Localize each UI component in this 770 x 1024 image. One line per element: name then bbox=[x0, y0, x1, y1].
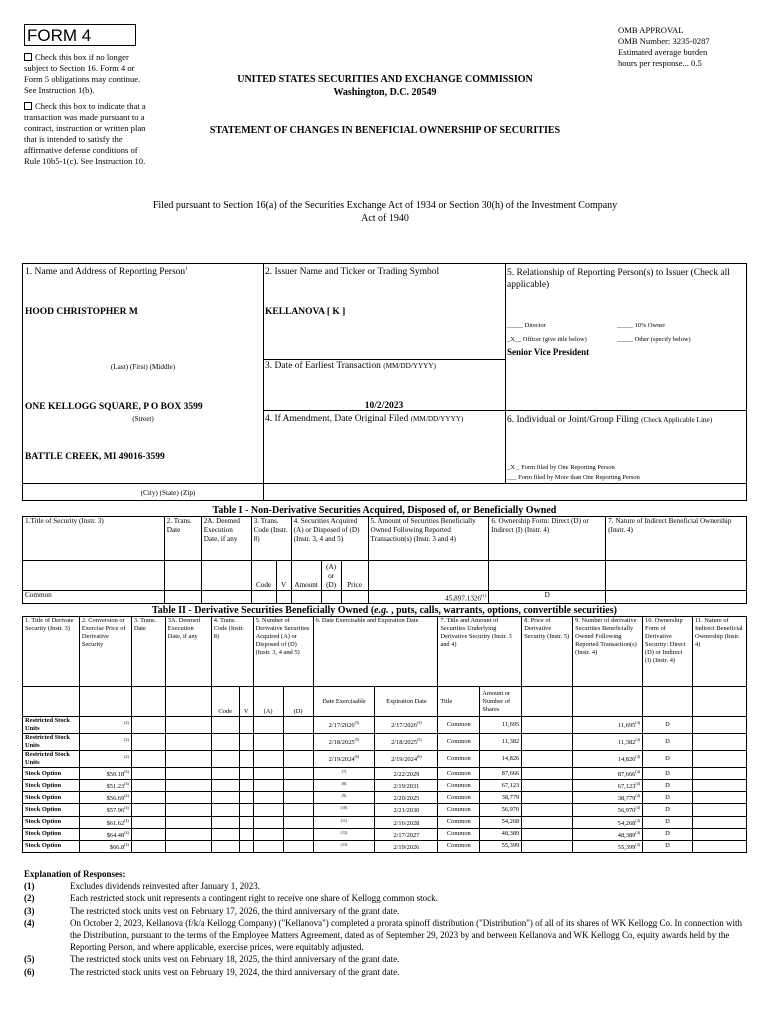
table-row bbox=[23, 751, 747, 768]
footnote bbox=[24, 953, 748, 965]
t2-row-amount: 11,695 bbox=[480, 717, 522, 734]
t2-sub-title: Title bbox=[438, 687, 480, 717]
officer-option[interactable]: _X__ Officer (give title below) bbox=[507, 336, 587, 343]
t1-header-code: 3. Trans. Code (Instr. 8) bbox=[251, 517, 291, 561]
checkbox-section16-label: Check this box if no longer subject to Section 16. Form 4 or Form 5 obligations may continue. See Instruction 1(b). bbox=[24, 52, 141, 95]
footnote-text: The restricted stock units vest on February 17, 2026, the third anniversary of the grant date. bbox=[70, 905, 400, 916]
t1-header-acquired: 4. Securities Acquired (A) or Disposed of (D) (Instr. 3, 4 and 5) bbox=[291, 517, 368, 561]
box6-label: 6. Individual or Joint/Group Filing (Check Applicable Line) bbox=[507, 415, 713, 425]
t2-row-price: (2) bbox=[79, 751, 131, 768]
t2-row-owned: 11,382$^{(4)}$ bbox=[573, 734, 643, 751]
t2-row-form: D bbox=[643, 780, 693, 792]
t2-row-title: Restricted Stock Units bbox=[23, 734, 80, 751]
t1-header-nature: 7. Nature of Indirect Beneficial Ownership (Instr. 4) bbox=[606, 517, 747, 561]
table-row bbox=[23, 717, 747, 734]
t2-row-amount: 38,779 bbox=[480, 792, 522, 804]
t2-row-form: D bbox=[643, 768, 693, 780]
t2-row-price: (2) bbox=[79, 734, 131, 751]
agency-header bbox=[170, 73, 600, 99]
t2-row-amount: 14,826 bbox=[480, 751, 522, 768]
t2-row-underlying: Common bbox=[438, 804, 480, 816]
t2-row-amount: 87,666 bbox=[480, 768, 522, 780]
omb-approval: OMB APPROVAL OMB Number: 3235-0287 Estimated average burden hours per response... 0.5 bbox=[618, 25, 710, 68]
t2-row-exercisable: (10) bbox=[313, 804, 375, 816]
t2-row-form: D bbox=[643, 804, 693, 816]
ten-pct-owner-option[interactable]: _____ 10% Owner bbox=[617, 322, 666, 329]
t2-row-owned: 87,666$^{(4)}$ bbox=[573, 768, 643, 780]
table1 bbox=[22, 516, 747, 604]
t2-row-owned: 38,779$^{(4)}$ bbox=[573, 792, 643, 804]
t2-row-title: Restricted Stock Units bbox=[23, 717, 80, 734]
t2-row-expiration: 2/20/2025 bbox=[375, 792, 438, 804]
t2-header-code: 4. Trans. Code (Instr. 8) bbox=[211, 617, 253, 687]
table-row bbox=[23, 792, 747, 804]
t2-sub-d: (D) bbox=[283, 687, 313, 717]
footnote-number: (2) bbox=[24, 893, 35, 904]
other-option[interactable]: _____ Other (specify below) bbox=[617, 336, 691, 343]
t1-sub-amount: Amount bbox=[291, 561, 321, 591]
table-row bbox=[23, 768, 747, 780]
t2-row-expiration: 2/21/2030 bbox=[375, 804, 438, 816]
t2-row-underlying: Common bbox=[438, 780, 480, 792]
issuer-name: KELLANOVA [ K ] bbox=[265, 307, 346, 317]
t2-row-expiration: 2/17/2026$^{(3)}$ bbox=[375, 717, 438, 734]
footnote-text: The restricted stock units vest on February 18, 2025, the third anniversary of the grant date. bbox=[70, 954, 400, 965]
t2-row-amount: 54,268 bbox=[480, 816, 522, 828]
footnote-number: (1) bbox=[24, 881, 35, 892]
t2-header-date: 3. Trans. Date bbox=[131, 617, 165, 687]
t2-row-exercisable: 2/17/2026$^{(3)}$ bbox=[313, 717, 375, 734]
t2-row-title: Stock Option bbox=[23, 804, 80, 816]
t2-row-form: D bbox=[643, 751, 693, 768]
checkbox-section16[interactable] bbox=[24, 52, 150, 96]
t2-row-exercisable: (11) bbox=[313, 816, 375, 828]
t2-row-expiration: 2/17/2027 bbox=[375, 828, 438, 840]
t2-row-exercisable: (8) bbox=[313, 780, 375, 792]
city-caption: (City) (State) (Zip) bbox=[140, 489, 196, 497]
filed-pursuant: Filed pursuant to Section 16(a) of the Securities Exchange Act of 1934 or Section 30(h) of the Investment Company Act of 1940 bbox=[152, 200, 618, 224]
t2-row-form: D bbox=[643, 840, 693, 852]
t2-sub-exercisable: Date Exercisable bbox=[313, 687, 375, 717]
t1-row-owned: 45,897.1326$^{(1)}$ bbox=[368, 591, 489, 604]
t2-row-exercisable: (12) bbox=[313, 828, 375, 840]
t2-row-title: Stock Option bbox=[23, 768, 80, 780]
t2-header-exercisable: 6. Date Exercisable and Expiration Date bbox=[313, 617, 438, 687]
t2-header-owned: 9. Number of derivative Securities Beneficially Owned Following Reported Transaction(s) (Instr. 4) bbox=[573, 617, 643, 687]
statement-title: STATEMENT OF CHANGES IN BENEFICIAL OWNERSHIP OF SECURITIES bbox=[209, 125, 561, 136]
t2-row-expiration: 2/19/2024$^{(6)}$ bbox=[375, 751, 438, 768]
t2-row-owned: 54,268$^{(4)}$ bbox=[573, 816, 643, 828]
t1-row-title: Common bbox=[23, 591, 165, 604]
t2-row-title: Stock Option bbox=[23, 828, 80, 840]
t2-row-exercisable: 2/18/2025$^{(5)}$ bbox=[313, 734, 375, 751]
footnote bbox=[24, 966, 748, 978]
table-row bbox=[23, 591, 747, 604]
street-caption: (Street) bbox=[132, 415, 154, 423]
footnote-text: Each restricted stock unit represents a contingent right to receive one share of Kellogg common stock. bbox=[70, 893, 438, 904]
box3-label: 3. Date of Earliest Transaction (MM/DD/YYYY) bbox=[265, 361, 436, 371]
footnote-number: (4) bbox=[24, 917, 35, 928]
t2-row-underlying: Common bbox=[438, 734, 480, 751]
t1-sub-price: Price bbox=[341, 561, 368, 591]
t2-row-price: $61.62$^{(4)}$ bbox=[79, 816, 131, 828]
footnote-number: (5) bbox=[24, 954, 35, 965]
t2-row-owned: 55,399$^{(4)}$ bbox=[573, 840, 643, 852]
table-row bbox=[23, 816, 747, 828]
t2-header-deemed: 3A. Deemed Execution Date, if any bbox=[165, 617, 211, 687]
t2-sub-amount: Amount or Number of Shares bbox=[480, 687, 522, 717]
t2-row-form: D bbox=[643, 792, 693, 804]
t2-row-price: $56.69$^{(4)}$ bbox=[79, 792, 131, 804]
t2-row-expiration: 2/19/2031 bbox=[375, 780, 438, 792]
reporting-person-grid bbox=[22, 263, 747, 501]
box4-label: 4. If Amendment, Date Original Filed (MM/DD/YYYY) bbox=[265, 414, 464, 424]
officer-title: Senior Vice President bbox=[507, 347, 590, 357]
t2-row-amount: 67,123 bbox=[480, 780, 522, 792]
t2-row-title: Restricted Stock Units bbox=[23, 751, 80, 768]
t2-row-amount: 55,399 bbox=[480, 840, 522, 852]
footnote-number: (3) bbox=[24, 905, 35, 916]
t1-header-deemed: 2A. Deemed Execution Date, if any bbox=[201, 517, 251, 561]
footnote bbox=[24, 905, 748, 917]
form-title: FORM 4 bbox=[24, 24, 136, 46]
t1-header-ownership: 6. Ownership Form: Direct (D) or Indirect (I) (Instr. 4) bbox=[489, 517, 606, 561]
box2-label: 2. Issuer Name and Ticker or Trading Symbol bbox=[265, 267, 440, 277]
checkbox-rule10b5-label: Check this box to indicate that a transaction was made pursuant to a contract, instruction or written plan that is intended to satisfy the affirmative defense conditions of Rule 10b5-1(c). See Instruction 10. bbox=[24, 101, 146, 166]
t2-row-form: D bbox=[643, 816, 693, 828]
t2-row-underlying: Common bbox=[438, 768, 480, 780]
single-filer-option[interactable]: _X _ Form filed by One Reporting Person bbox=[507, 464, 615, 471]
t2-header-price: 2. Conversion or Exercise Price of Derivative Security bbox=[79, 617, 131, 687]
t2-row-form: D bbox=[643, 828, 693, 840]
explanation-section bbox=[24, 868, 748, 978]
t2-row-underlying: Common bbox=[438, 792, 480, 804]
t2-row-price: $50.18$^{(4)}$ bbox=[79, 768, 131, 780]
reporter-street: ONE KELLOGG SQUARE, P O BOX 3599 bbox=[25, 402, 203, 412]
t2-header-underlying: 7. Title and Amount of Securities Underlying Derivative Security (Instr. 3 and 4) bbox=[438, 617, 522, 687]
checkbox-icon[interactable] bbox=[24, 102, 32, 110]
t2-row-title: Stock Option bbox=[23, 840, 80, 852]
t2-row-underlying: Common bbox=[438, 828, 480, 840]
footnote bbox=[24, 880, 748, 892]
t1-row-form: D bbox=[489, 591, 606, 604]
t2-sub-expiration: Expiration Date bbox=[375, 687, 438, 717]
t2-row-exercisable: (13) bbox=[313, 840, 375, 852]
director-option[interactable]: _____ Director bbox=[507, 322, 546, 329]
table2-caption: Table II - Derivative Securities Beneficially Owned (e.g. , puts, calls, warrants, options, convertible securities) bbox=[152, 605, 617, 616]
t2-header-deriv-price: 8. Price of Derivative Security (Instr. 5) bbox=[522, 617, 573, 687]
t2-header-number: 5. Number of Derivative Securities Acquired (A) or Disposed of (D) (Instr. 3, 4 and 5) bbox=[253, 617, 313, 687]
t2-sub-a: (A) bbox=[253, 687, 283, 717]
table2 bbox=[22, 616, 747, 853]
t2-row-price: (2) bbox=[79, 717, 131, 734]
group-filer-option[interactable]: ___ Form filed by More than One Reporting Person bbox=[507, 474, 640, 481]
t2-row-owned: 56,970$^{(4)}$ bbox=[573, 804, 643, 816]
agency-name: UNITED STATES SECURITIES AND EXCHANGE COMMISSION bbox=[237, 74, 533, 85]
t2-row-price: $57.96$^{(4)}$ bbox=[79, 804, 131, 816]
t1-header-date: 2. Trans. Date bbox=[164, 517, 201, 561]
t2-row-price: $51.23$^{(4)}$ bbox=[79, 780, 131, 792]
box1-label: 1. Name and Address of Reporting Person$^1$ bbox=[25, 267, 188, 278]
t2-row-owned: 14,826$^{(4)}$ bbox=[573, 751, 643, 768]
t2-row-underlying: Common bbox=[438, 751, 480, 768]
t2-row-form: D bbox=[643, 717, 693, 734]
t2-row-title: Stock Option bbox=[23, 816, 80, 828]
reporter-name: HOOD CHRISTOPHER M bbox=[25, 307, 138, 317]
t2-row-underlying: Common bbox=[438, 816, 480, 828]
t2-row-exercisable: (7) bbox=[313, 768, 375, 780]
t2-row-expiration: 2/18/2025$^{(5)}$ bbox=[375, 734, 438, 751]
table-row bbox=[23, 734, 747, 751]
agency-city: Washington, D.C. 20549 bbox=[333, 87, 437, 98]
t2-header-title: 1. Title of Derivate Security (Instr. 3) bbox=[23, 617, 80, 687]
t2-row-expiration: 2/19/2026 bbox=[375, 840, 438, 852]
t1-sub-code: Code bbox=[251, 561, 276, 591]
footnote-text: On October 2, 2023, Kellanova (f/k/a Kellogg Company) ("Kellanova") completed a prorata spinoff distribution ("Distribution") of all of its shares of WK Kellogg Co. In connection with the Distribution, pursuant to the terms of the Employee Matters Agreement, dated as of September 29, 2023 by and between Kellanova and WK Kellogg Co, equity awards held by the Reporting Person, and where applicable, exercise prices, were equitably adjusted. bbox=[70, 917, 742, 953]
t2-row-title: Stock Option bbox=[23, 792, 80, 804]
footnote bbox=[24, 917, 748, 954]
t2-row-underlying: Common bbox=[438, 717, 480, 734]
reporter-city: BATTLE CREEK, MI 49016-3599 bbox=[25, 452, 165, 462]
t2-row-amount: 11,382 bbox=[480, 734, 522, 751]
t2-row-underlying: Common bbox=[438, 840, 480, 852]
t2-row-form: D bbox=[643, 734, 693, 751]
t2-row-price: $64.48$^{(4)}$ bbox=[79, 828, 131, 840]
t1-sub-aord: (A) or (D) bbox=[321, 561, 341, 591]
t2-row-exercisable: (9) bbox=[313, 792, 375, 804]
t2-row-amount: 56,970 bbox=[480, 804, 522, 816]
t2-row-owned: 11,695$^{(4)}$ bbox=[573, 717, 643, 734]
t2-row-title: Stock Option bbox=[23, 780, 80, 792]
checkbox-icon[interactable] bbox=[24, 53, 32, 61]
t2-row-expiration: 2/22/2029 bbox=[375, 768, 438, 780]
table-row bbox=[23, 828, 747, 840]
footnote-number: (6) bbox=[24, 966, 35, 977]
table1-caption: Table I - Non-Derivative Securities Acquired, Disposed of, or Beneficially Owned bbox=[212, 505, 557, 516]
t1-header-title: 1.Title of Security (Instr. 3) bbox=[23, 517, 165, 561]
t2-row-amount: 48,389 bbox=[480, 828, 522, 840]
t2-sub-v: V bbox=[239, 687, 253, 717]
checkbox-rule10b5[interactable] bbox=[24, 101, 150, 167]
earliest-transaction-date: 10/2/2023 bbox=[364, 401, 404, 411]
table-row bbox=[23, 840, 747, 852]
footnote-text: The restricted stock units vest on February 19, 2024, the third anniversary of the grant date. bbox=[70, 966, 400, 977]
table-row bbox=[23, 780, 747, 792]
t2-row-price: $66.8$^{(4)}$ bbox=[79, 840, 131, 852]
t2-header-form: 10. Ownership Form of Derivative Security: Direct (D) or Indirect (I) (Instr. 4) bbox=[643, 617, 693, 687]
table-row bbox=[23, 804, 747, 816]
box5-label: 5. Relationship of Reporting Person(s) to Issuer (Check all applicable) bbox=[507, 268, 730, 290]
t2-row-exercisable: 2/19/2024$^{(6)}$ bbox=[313, 751, 375, 768]
t1-sub-v: V bbox=[276, 561, 291, 591]
name-caption: (Last) (First) (Middle) bbox=[110, 363, 176, 371]
t2-header-nature: 11. Nature of Indirect Beneficial Ownership (Instr. 4) bbox=[692, 617, 746, 687]
t2-row-owned: 67,123$^{(4)}$ bbox=[573, 780, 643, 792]
footnote-text: Excludes dividends reinvested after January 1, 2023. bbox=[70, 881, 260, 892]
t2-row-owned: 48,389$^{(4)}$ bbox=[573, 828, 643, 840]
t2-row-expiration: 2/16/2028 bbox=[375, 816, 438, 828]
t1-header-amount: 5. Amount of Securities Beneficially Owned Following Reported Transaction(s) (Instr. 3 and 4) bbox=[368, 517, 489, 561]
explanation-heading: Explanation of Responses: bbox=[24, 869, 126, 879]
footnote bbox=[24, 892, 748, 904]
t2-sub-code: Code bbox=[211, 687, 239, 717]
